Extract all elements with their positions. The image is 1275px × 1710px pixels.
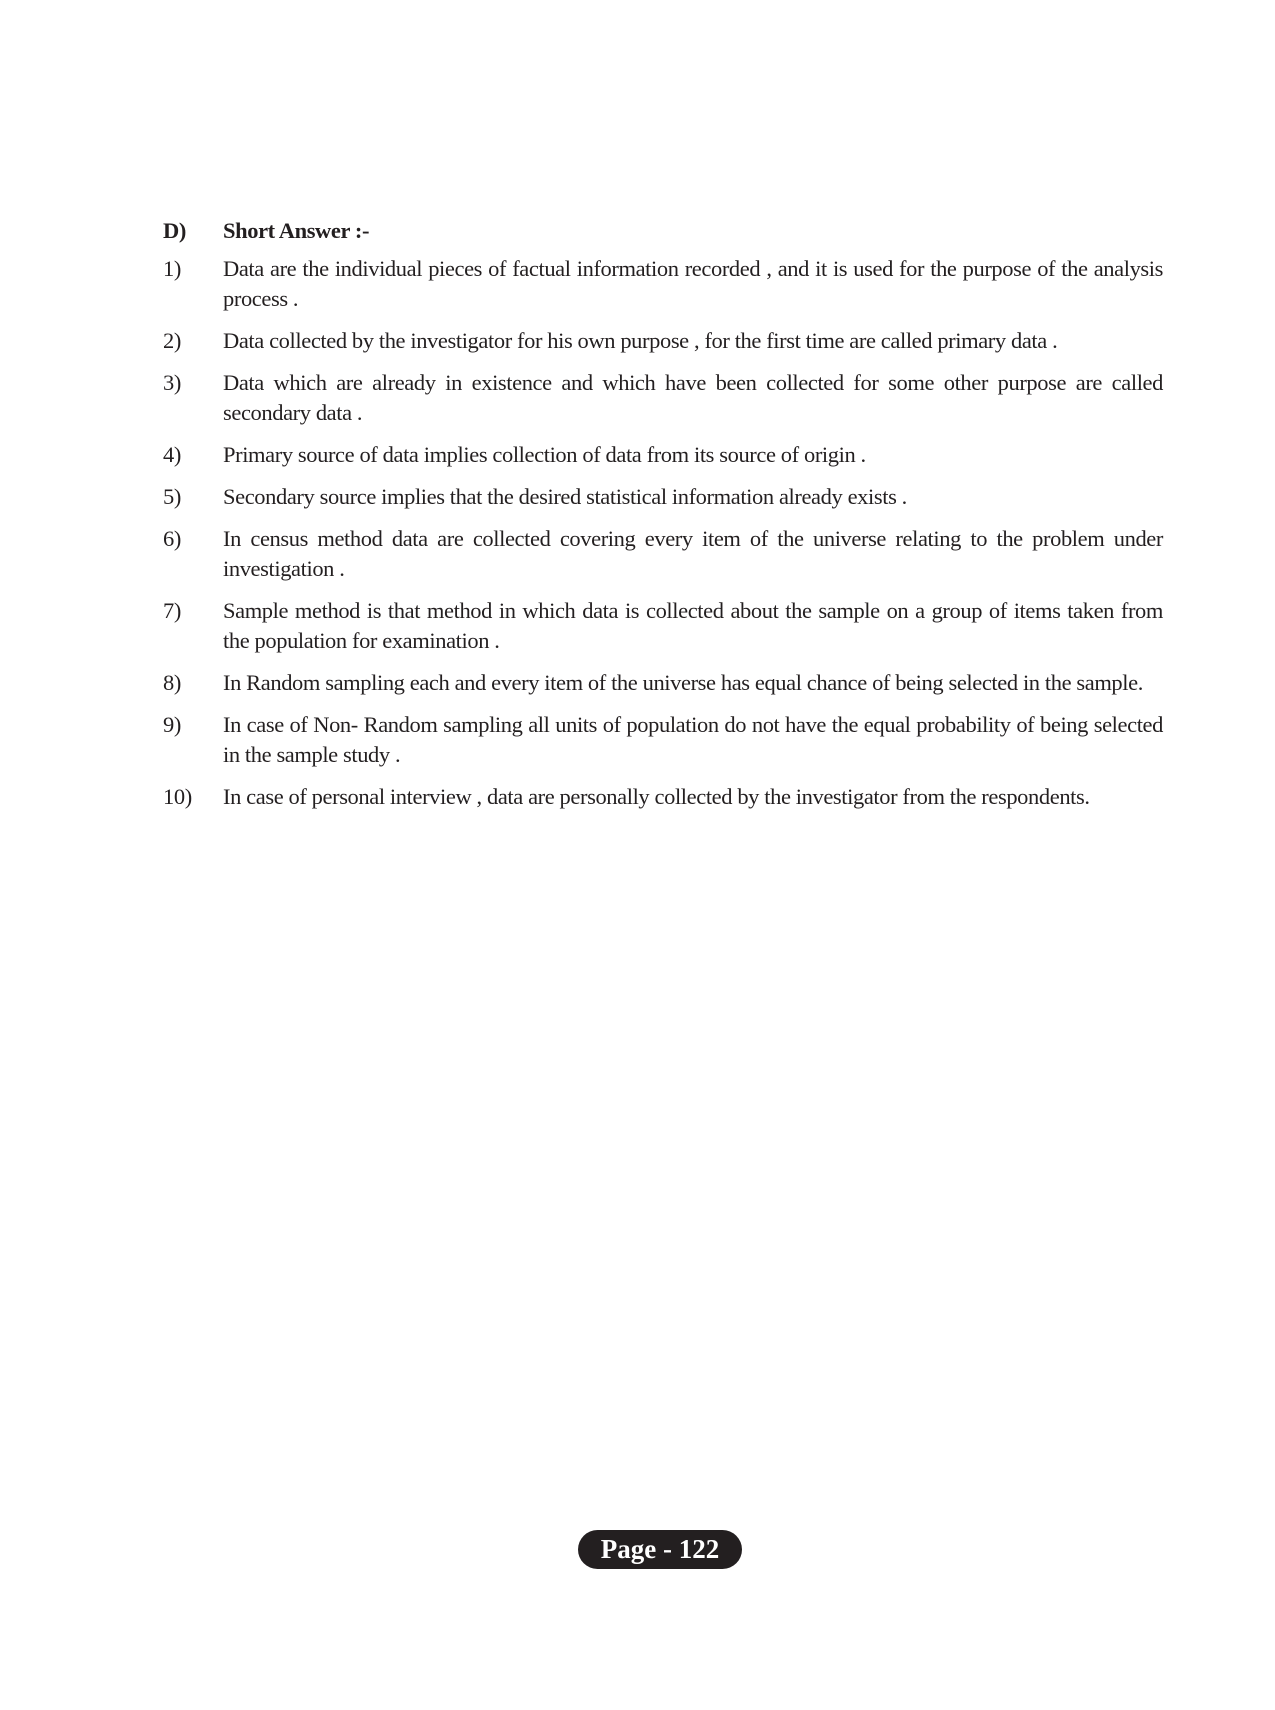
answer-text: Data are the individual pieces of factual information recorded , and it is used for the purpose of the analysis process . [223, 256, 1163, 311]
answer-number: 1) [163, 256, 181, 281]
answer-item [163, 254, 1163, 314]
answer-number: 9) [163, 712, 181, 737]
answer-item [163, 596, 1163, 656]
answer-number: 10) [163, 784, 192, 809]
answer-item [163, 326, 1163, 356]
section-marker: D) [163, 218, 186, 243]
answer-text: In Random sampling each and every item of the universe has equal chance of being selected in the sample. [223, 670, 1143, 695]
answer-text: Data which are already in existence and which have been collected for some other purpose are called secondary data . [223, 370, 1163, 425]
answer-text: Sample method is that method in which data is collected about the sample on a group of items taken from the population for examination . [223, 598, 1163, 653]
answer-item [163, 440, 1163, 470]
answer-text: Primary source of data implies collection of data from its source of origin . [223, 442, 866, 467]
answer-number: 4) [163, 442, 181, 467]
answer-item [163, 482, 1163, 512]
answer-text: In case of Non- Random sampling all units of population do not have the equal probability of being selected in the sample study . [223, 712, 1163, 767]
answer-text: Data collected by the investigator for his own purpose , for the first time are called primary data . [223, 328, 1058, 353]
answer-item [163, 524, 1163, 584]
answer-number: 3) [163, 370, 181, 395]
answer-number: 6) [163, 526, 181, 551]
answer-item [163, 668, 1163, 698]
answer-number: 5) [163, 484, 181, 509]
answer-item [163, 368, 1163, 428]
short-answer-section [163, 216, 1163, 824]
section-title: Short Answer :- [223, 218, 370, 243]
answer-item [163, 782, 1163, 812]
answer-number: 2) [163, 328, 181, 353]
answer-text: In case of personal interview , data are personally collected by the investigator from the respondents. [223, 784, 1090, 809]
answer-number: 7) [163, 598, 181, 623]
answer-number: 8) [163, 670, 181, 695]
answer-item [163, 710, 1163, 770]
answer-text: Secondary source implies that the desired statistical information already exists . [223, 484, 907, 509]
section-heading [163, 216, 1163, 246]
page-number-badge: Page - 122 [578, 1530, 742, 1569]
answer-text: In census method data are collected covering every item of the universe relating to the problem under investigation . [223, 526, 1163, 581]
